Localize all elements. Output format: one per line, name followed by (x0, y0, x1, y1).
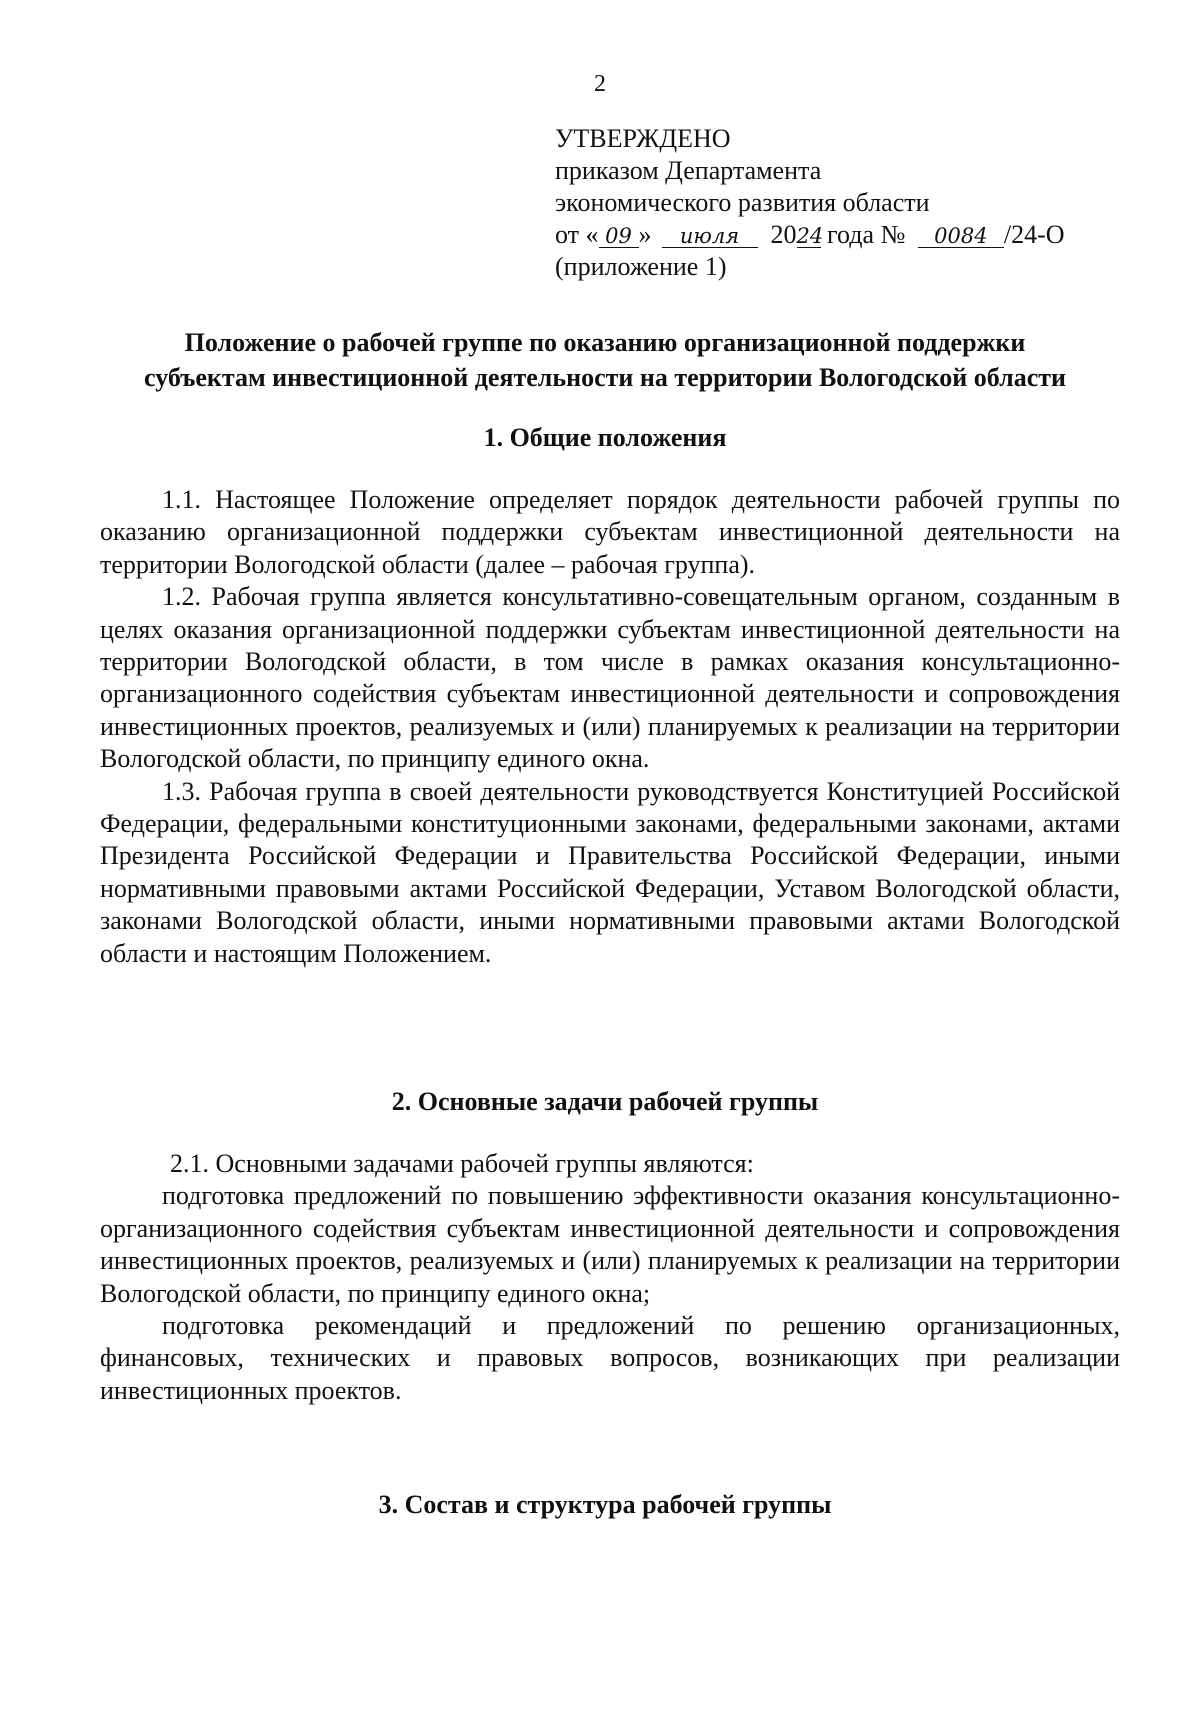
paragraph-2-task-1: подготовка предложений по повышению эффективности оказания консультационно-организационного содействия субъектам инвестиционной деятельности и сопровождения инвестиционных проектов, реализуемых и (или) планируемых к реализации на территории Вологодской области, по принципу единого окна; (100, 1181, 1120, 1308)
document-title-line-2: субъектам инвестиционной деятельности на территории Вологодской области (144, 363, 1066, 392)
order-number-suffix: /24-О (1003, 220, 1065, 249)
section-2-heading: 2. Основные задачи рабочей группы (391, 1087, 819, 1116)
document-title-line-1: Положение о рабочей группе по оказанию организационной поддержки (184, 328, 1026, 357)
paragraph-1-2: 1.2. Рабочая группа является консультативно-совещательным органом, созданным в целях оказания организационной поддержки субъектам инвестиционной деятельности на территории Вологодской области, в том числе в рамках оказания консультационно-организационного содействия субъектам инвестиционной деятельности и сопровождения инвестиционных проектов, реализуемых и (или) планируемых к реализации на территории Вологодской области, по принципу единого окна. (100, 582, 1120, 774)
year-label: года № (820, 220, 912, 249)
handwritten-order-number: 0084 (918, 225, 1004, 248)
section-3-heading: 3. Состав и структура рабочей группы (378, 1490, 832, 1519)
year-prefix: 20 (770, 220, 797, 249)
section-1-heading: 1. Общие положения (483, 423, 727, 452)
paragraph-2-task-2: подготовка рекомендаций и предложений по решению организационных, финансовых, технических и правовых вопросов, возникающих при реализации инвестиционных проектов. (100, 1311, 1120, 1405)
approval-title: УТВЕРЖДЕНО (555, 124, 731, 153)
approval-annex: (приложение 1) (555, 252, 727, 281)
page-number: 2 (594, 71, 606, 97)
section-1-body (100, 484, 1120, 970)
document-title (100, 325, 1110, 395)
handwritten-day: 09 (599, 225, 639, 248)
paragraph-1-3: 1.3. Рабочая группа в своей деятельности руководствуется Конституцией Российской Федерации, федеральными конституционными законами, федеральными законами, актами Президента Российской Федерации и Правительства Российской Федерации, иными нормативными правовыми актами Российской Федерации, Уставом Вологодской области, законами Вологодской области, иными нормативными правовыми актами Вологодской области и настоящим Положением. (100, 776, 1120, 968)
section-2-body (100, 1148, 1120, 1407)
approval-stamp (555, 123, 1115, 283)
paragraph-2-1: 2.1. Основными задачами рабочей группы являются: (170, 1149, 754, 1178)
date-close-quote: » (638, 220, 652, 249)
handwritten-year: 24 (796, 224, 824, 248)
approval-line-2: экономического развития области (555, 188, 930, 217)
approval-line-1: приказом Департамента (555, 156, 822, 185)
handwritten-month: июля (662, 225, 758, 248)
approval-date-line (555, 219, 1115, 251)
date-prefix: от « (555, 220, 599, 249)
paragraph-1-1: 1.1. Настоящее Положение определяет порядок деятельности рабочей группы по оказанию организационной поддержки субъектам инвестиционной деятельности на территории Вологодской области (далее – рабочая группа). (100, 485, 1120, 579)
